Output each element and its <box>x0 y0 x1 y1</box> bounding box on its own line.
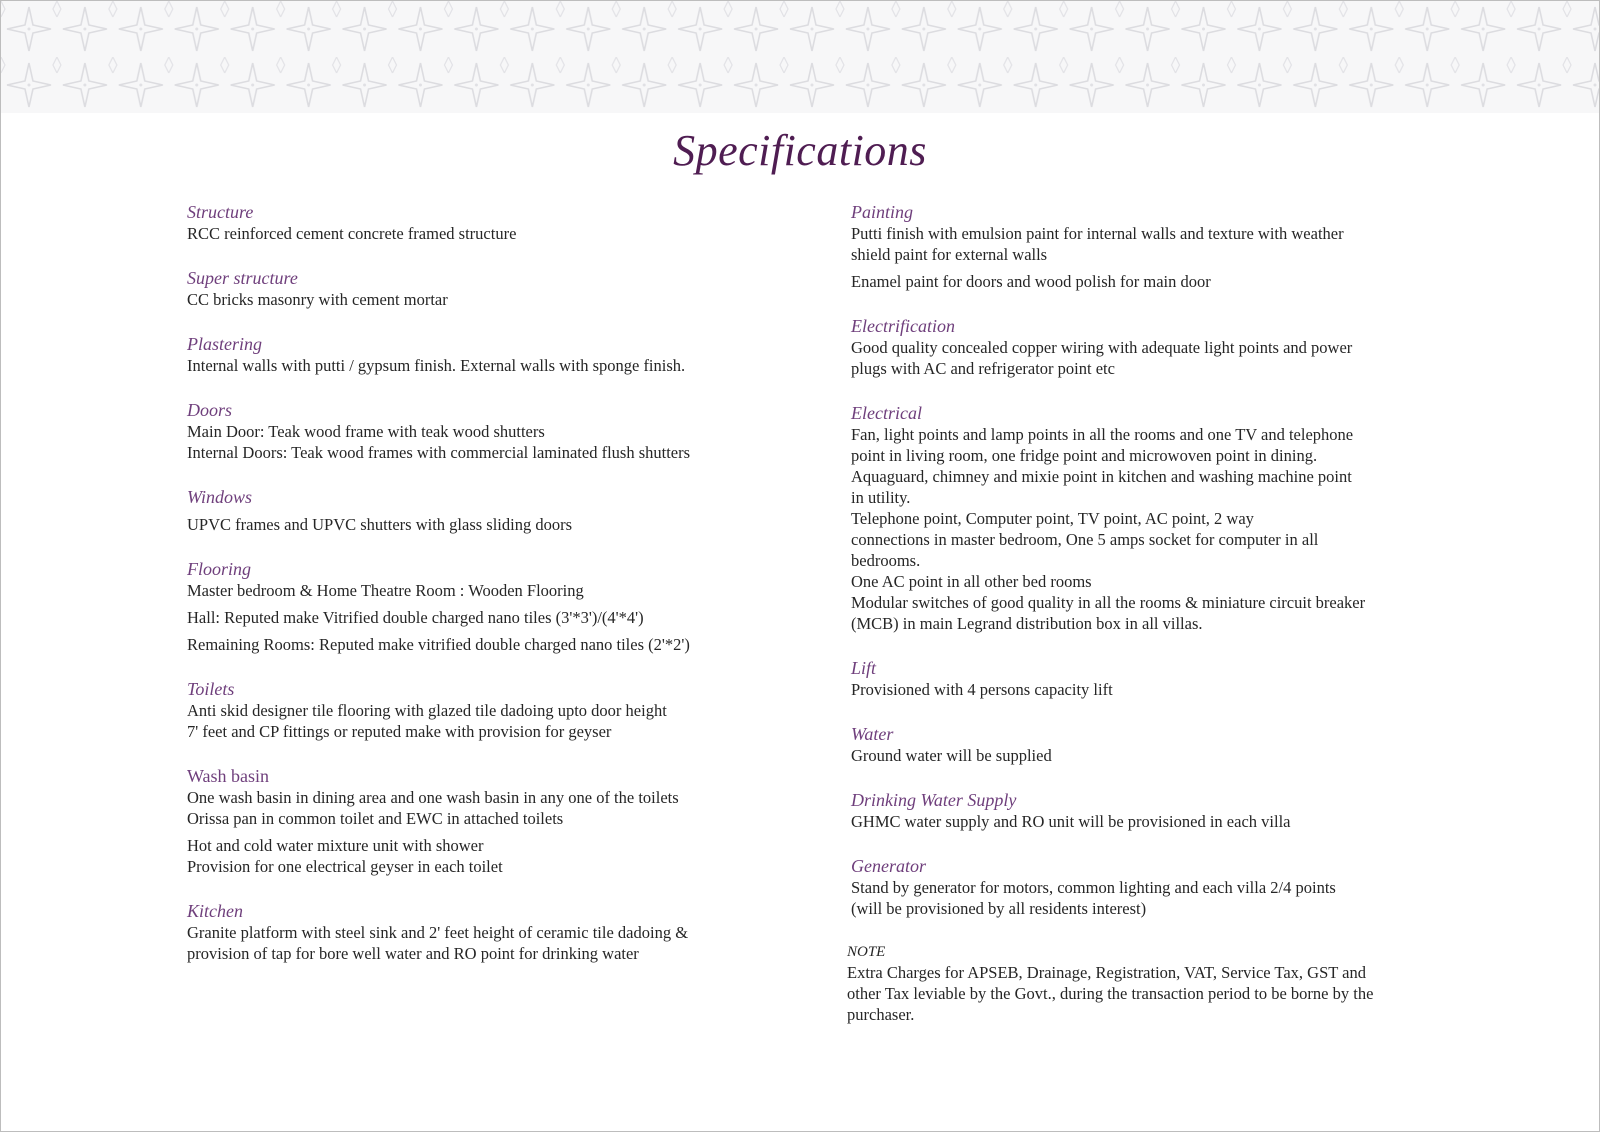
spec-line: Fan, light points and lamp points in all the rooms and one TV and telephone <box>851 425 1354 444</box>
spec-line: Master bedroom & Home Theatre Room : Wooden Flooring <box>187 581 584 600</box>
section-heading: Wash basin <box>187 766 270 786</box>
spec-generator <box>851 855 1451 919</box>
spec-line: Enamel paint for doors and wood polish for main door <box>851 272 1211 291</box>
spec-line: Main Door: Teak wood frame with teak wood shutters <box>187 422 545 441</box>
spec-flooring <box>187 558 777 655</box>
spec-line: 7' feet and CP fittings or reputed make with provision for geyser <box>187 722 612 741</box>
spec-kitchen <box>187 900 777 964</box>
spec-line: Telephone point, Computer point, TV point, AC point, 2 way <box>851 509 1254 528</box>
spec-line: Provisioned with 4 persons capacity lift <box>851 680 1113 699</box>
spec-line: Internal walls with putti / gypsum finish. External walls with sponge finish. <box>187 356 686 375</box>
spec-line: One AC point in all other bed rooms <box>851 572 1092 591</box>
spec-drinking-water-supply <box>851 789 1451 832</box>
spec-super-structure <box>187 267 777 310</box>
spec-line: plugs with AC and refrigerator point etc <box>851 359 1115 378</box>
section-heading: Lift <box>851 658 877 678</box>
spec-line: Putti finish with emulsion paint for internal walls and texture with weather <box>851 224 1344 243</box>
spec-wash-basin <box>187 765 777 877</box>
spec-line: Hall: Reputed make Vitrified double charged nano tiles (3'*3')/(4'*4') <box>187 608 644 627</box>
section-heading: Kitchen <box>187 901 243 921</box>
spec-electrical <box>851 402 1451 634</box>
spec-line: UPVC frames and UPVC shutters with glass sliding doors <box>187 515 572 534</box>
section-heading: Painting <box>851 202 913 222</box>
section-heading: Super structure <box>187 268 298 288</box>
spec-line: RCC reinforced cement concrete framed structure <box>187 224 517 243</box>
spec-line: point in living room, one fridge point and microwoven point in dining. <box>851 446 1318 465</box>
spec-line: Internal Doors: Teak wood frames with commercial laminated flush shutters <box>187 443 691 462</box>
spec-line: Anti skid designer tile flooring with glazed tile dadoing upto door height <box>187 701 667 720</box>
spec-windows <box>187 486 777 535</box>
spec-line: One wash basin in dining area and one wash basin in any one of the toilets <box>187 788 679 807</box>
section-heading: Structure <box>187 202 254 222</box>
spec-line: Aquaguard, chimney and mixie point in kitchen and washing machine point <box>851 467 1352 486</box>
spec-line: GHMC water supply and RO unit will be provisioned in each villa <box>851 812 1291 831</box>
section-heading: Plastering <box>187 334 262 354</box>
note-heading: NOTE <box>847 944 886 960</box>
spec-line: CC bricks masonry with cement mortar <box>187 290 448 309</box>
spec-line: Provision for one electrical geyser in each toilet <box>187 857 503 876</box>
section-heading: Toilets <box>187 679 235 699</box>
spec-line: Orissa pan in common toilet and EWC in attached toilets <box>187 809 564 828</box>
note-line: Extra Charges for APSEB, Drainage, Registration, VAT, Service Tax, GST and <box>847 963 1366 982</box>
spec-line: Ground water will be supplied <box>851 746 1052 765</box>
section-heading: Windows <box>187 487 253 507</box>
spec-line: provision of tap for bore well water and RO point for drinking water <box>187 944 639 963</box>
page-title: Specifications <box>673 126 927 175</box>
right-column <box>847 201 1451 1048</box>
spec-structure <box>187 201 777 244</box>
spec-line: Stand by generator for motors, common lighting and each villa 2/4 points <box>851 878 1336 897</box>
spec-water <box>851 723 1451 766</box>
note-section <box>847 942 1451 1025</box>
spec-line: Good quality concealed copper wiring with adequate light points and power <box>851 338 1353 357</box>
spec-painting <box>851 201 1451 292</box>
spec-toilets <box>187 678 777 742</box>
left-column <box>187 201 777 987</box>
spec-line: (MCB) in main Legrand distribution box in all villas. <box>851 614 1203 633</box>
section-heading: Generator <box>851 856 926 876</box>
spec-plastering <box>187 333 777 376</box>
section-heading: Electrical <box>851 403 922 423</box>
spec-line: connections in master bedroom, One 5 amps socket for computer in all <box>851 530 1319 549</box>
section-heading: Doors <box>187 400 233 420</box>
spec-line: shield paint for external walls <box>851 245 1048 264</box>
spec-line: bedrooms. <box>851 551 921 570</box>
note-line: other Tax leviable by the Govt., during the transaction period to be borne by the <box>847 984 1374 1003</box>
spec-line: Remaining Rooms: Reputed make vitrified double charged nano tiles (2'*2') <box>187 635 690 654</box>
spec-line: Hot and cold water mixture unit with shower <box>187 836 484 855</box>
spec-electrification <box>851 315 1451 379</box>
spec-line: Modular switches of good quality in all the rooms & miniature circuit breaker <box>851 593 1366 612</box>
decorative-star-pattern <box>1 1 1599 113</box>
spec-line: (will be provisioned by all residents interest) <box>851 899 1147 918</box>
section-heading: Flooring <box>187 559 252 579</box>
spec-line: in utility. <box>851 488 911 507</box>
section-heading: Water <box>851 724 894 744</box>
spec-line: Granite platform with steel sink and 2' feet height of ceramic tile dadoing & <box>187 923 689 942</box>
note-line: purchaser. <box>847 1005 915 1024</box>
spec-lift <box>851 657 1451 700</box>
section-heading: Drinking Water Supply <box>851 790 1017 810</box>
section-heading: Electrification <box>851 316 955 336</box>
spec-doors <box>187 399 777 463</box>
